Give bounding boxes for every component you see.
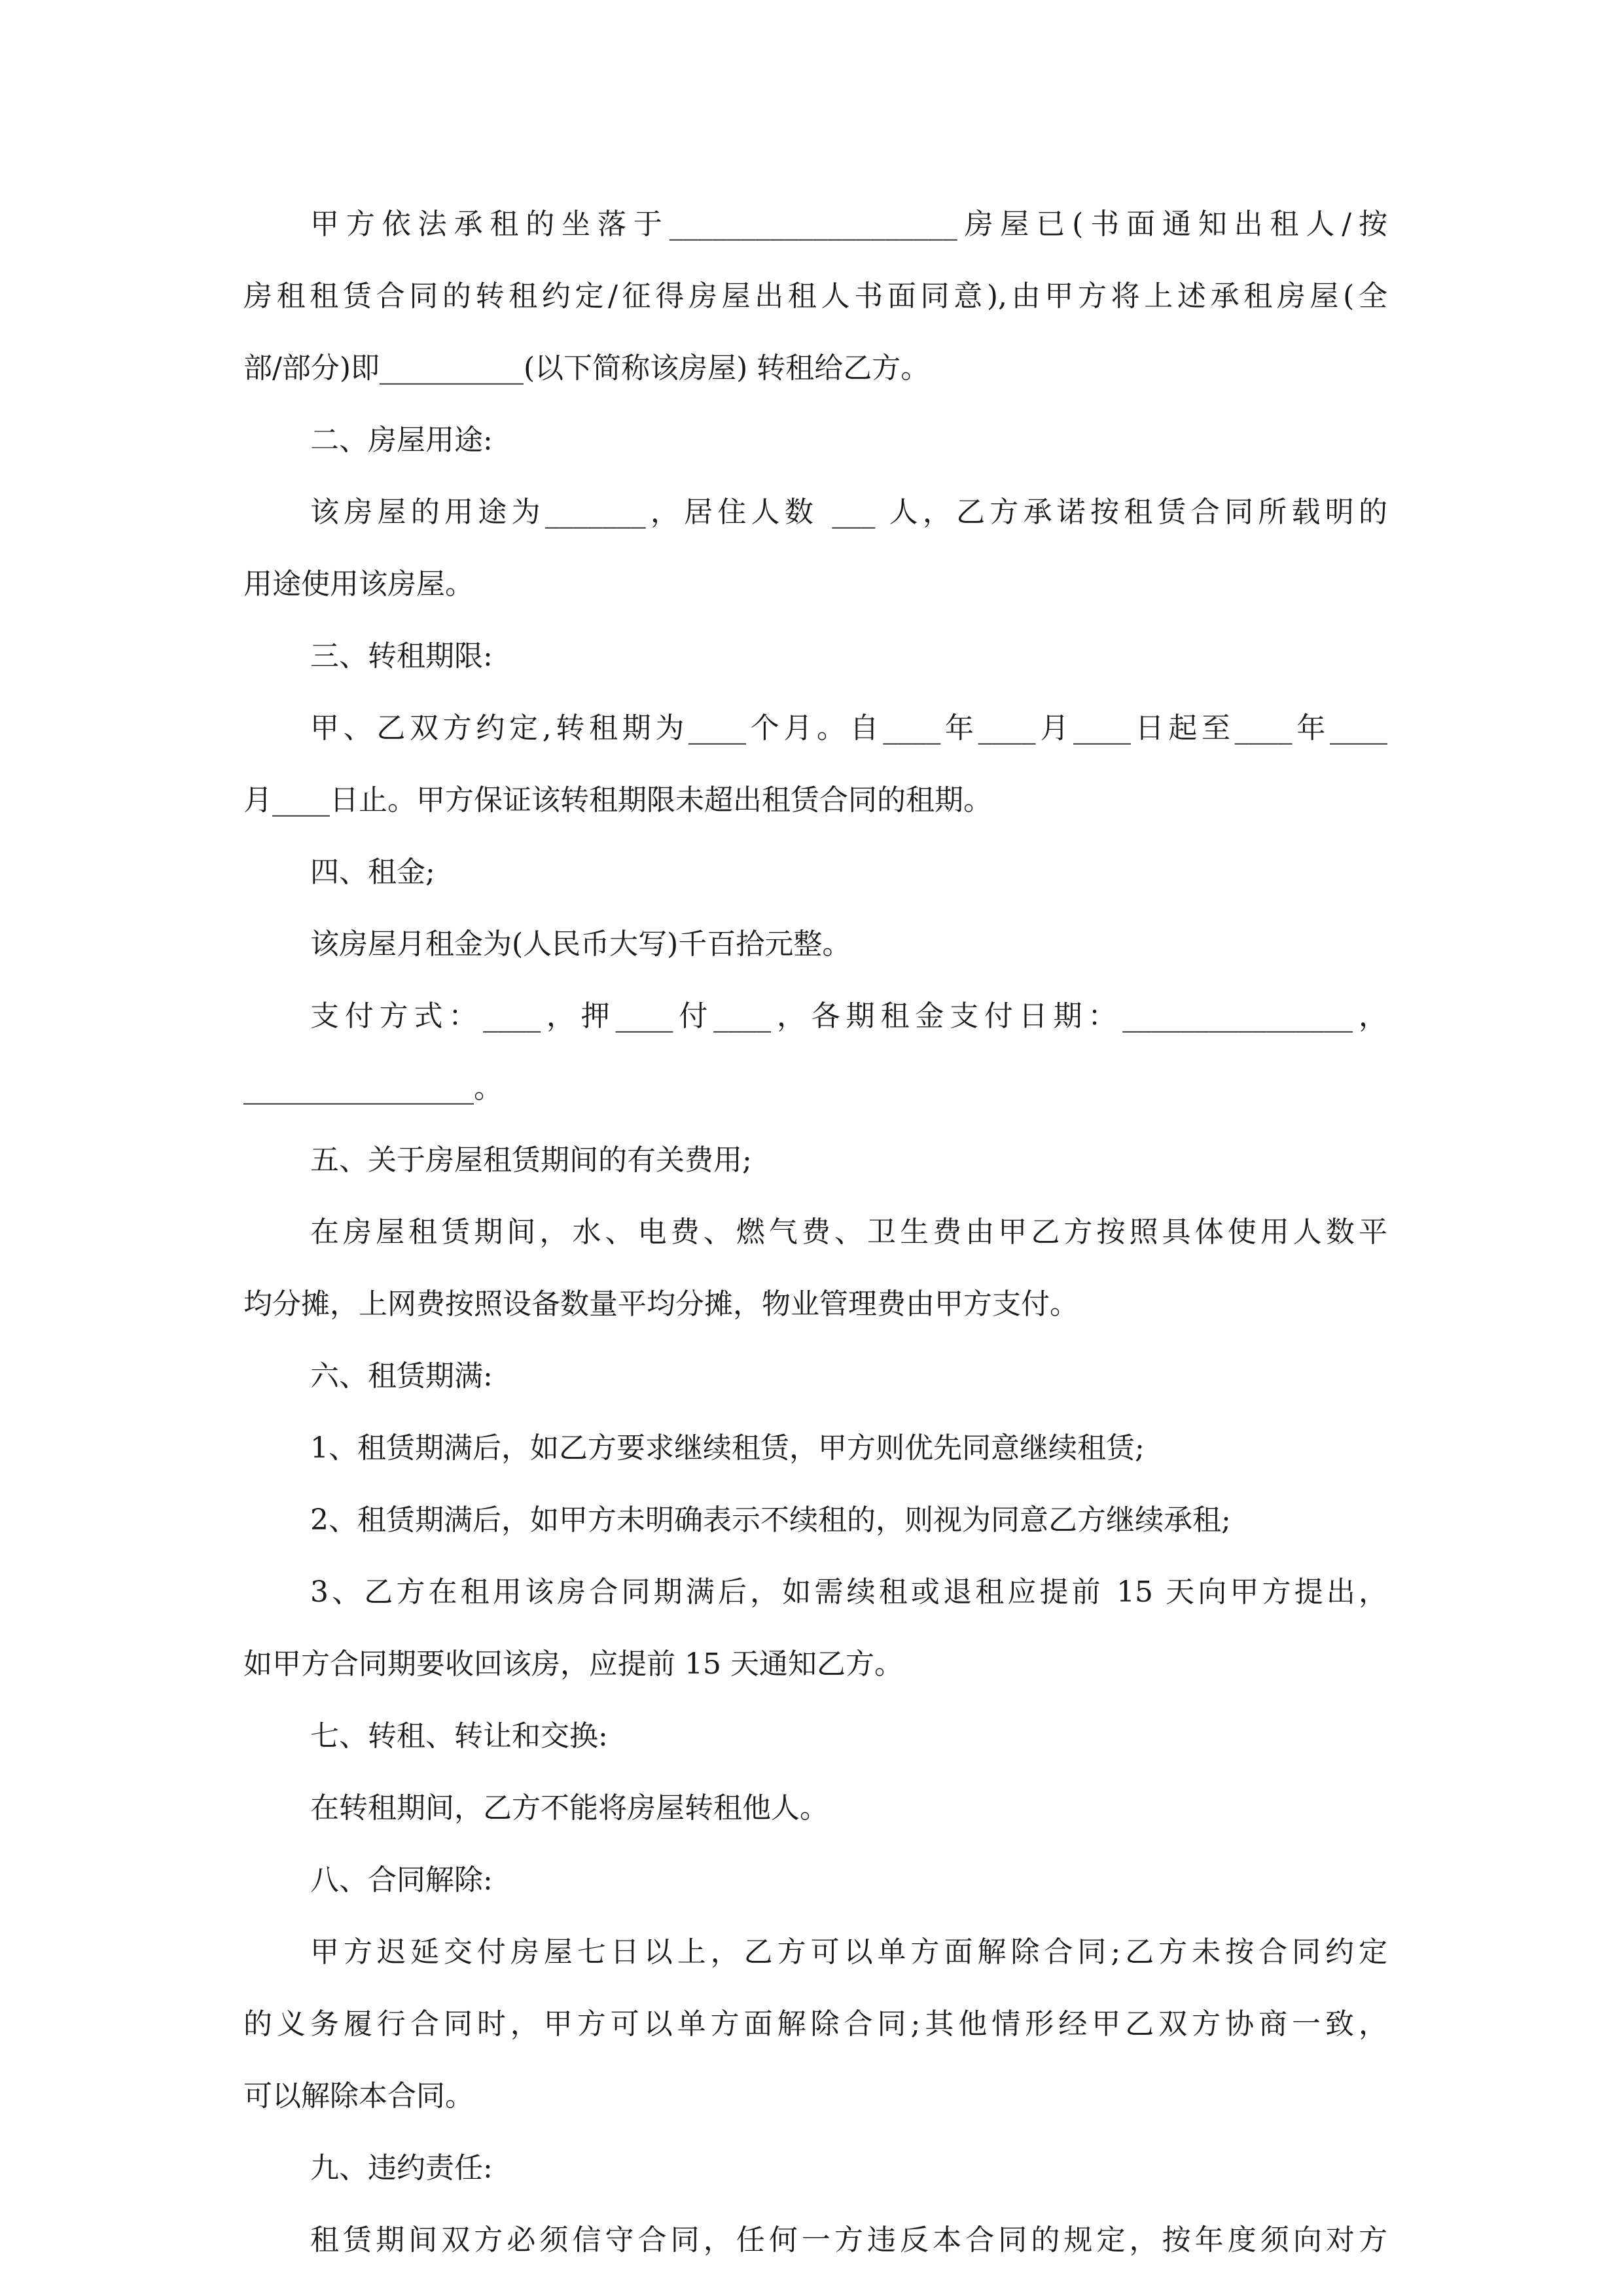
clause-1-line-3: 部/部分)即__________(以下简称该房屋) 转租给乙方。 [243,351,930,385]
payment-method-line-1: 支付方式：____，押____付____，各期租金支付日期：________________， [310,999,1387,1033]
usage-line-2: 用途使用该房屋。 [243,567,474,601]
section-heading-expiry: 六、租赁期满: [310,1359,493,1393]
term-line-2: 月____日止。甲方保证该转租期限未超出租赁合同的租期。 [243,783,992,817]
section-heading-liability: 九、违约责任: [310,2151,493,2185]
fees-line-2: 均分摊，上网费按照设备数量平均分摊，物业管理费由甲方支付。 [243,1287,1079,1321]
section-heading-fees: 五、关于房屋租赁期间的有关费用; [310,1143,752,1177]
expiry-item-2: 2、租赁期满后，如甲方未明确表示不续租的，则视为同意乙方继续承租; [310,1503,1231,1537]
rent-amount-line: 该房屋月租金为(人民币大写)千百拾元整。 [310,927,851,961]
section-heading-sublease: 七、转租、转让和交换: [310,1719,608,1753]
sublease-line: 在转租期间，乙方不能将房屋转租他人。 [310,1791,829,1825]
clause-1-line-2: 房租租赁合同的转租约定/征得房屋出租人书面同意),由甲方将上述承租房屋(全 [243,279,1387,313]
clause-1-line-1: 甲方依法承租的坐落于____________________房屋已(书面通知出租人/按 [310,207,1387,241]
section-heading-usage: 二、房屋用途: [310,423,493,457]
section-heading-rent: 四、租金; [310,855,435,889]
payment-method-line-2: ________________。 [243,1071,503,1105]
contract-body [243,206,1387,2293]
section-heading-term: 三、转租期限: [310,639,493,673]
usage-line-1: 该房屋的用途为_______，居住人数 ___ 人，乙方承诺按租赁合同所载明的 [310,495,1387,529]
expiry-item-1: 1、租赁期满后，如乙方要求继续租赁，甲方则优先同意继续租赁; [310,1431,1145,1465]
termination-line-3: 可以解除本合同。 [243,2079,474,2113]
term-line-1: 甲、乙双方约定,转租期为____个月。自____年____月____日起至____年____ [310,711,1387,745]
expiry-item-3-line-1: 3、乙方在租用该房合同期满后，如需续租或退租应提前 15 天向甲方提出， [310,1575,1387,1609]
liability-line-1: 租赁期间双方必须信守合同，任何一方违反本合同的规定，按年度须向对方 [310,2223,1387,2257]
section-heading-termination: 八、合同解除: [310,1863,493,1897]
termination-line-1: 甲方迟延交付房屋七日以上，乙方可以单方面解除合同;乙方未按合同约定 [310,1935,1387,1969]
fees-line-1: 在房屋租赁期间，水、电费、燃气费、卫生费由甲乙方按照具体使用人数平 [310,1215,1387,1249]
termination-line-2: 的义务履行合同时，甲方可以单方面解除合同;其他情形经甲乙双方协商一致， [243,2007,1387,2041]
expiry-item-3-line-2: 如甲方合同期要收回该房，应提前 15 天通知乙方。 [243,1647,903,1681]
